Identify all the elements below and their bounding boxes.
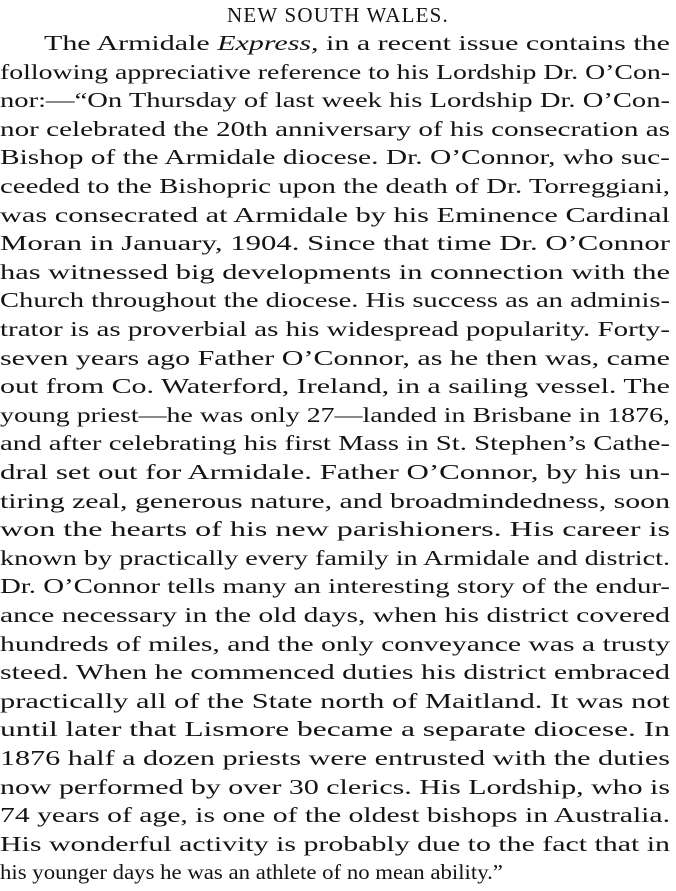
article-line (0, 230, 670, 256)
article-line (0, 316, 670, 342)
article-line (0, 173, 670, 199)
article-line (0, 459, 670, 485)
article-line (0, 631, 670, 657)
text-run: nor:—“On Thursday of last week his Lordship Dr. O’Con- (0, 88, 671, 113)
text-run: following appreciative reference to his Lordship Dr. O’Con- (0, 59, 671, 84)
article-line (0, 659, 670, 685)
article-line (0, 516, 670, 542)
article-line (0, 116, 670, 142)
text-run: Moran in January, 1904. Since that time Dr. O’Connor (0, 231, 671, 256)
article-line (0, 259, 670, 285)
article-line (0, 716, 670, 742)
article-line (0, 402, 670, 428)
article-line (0, 602, 670, 628)
article-line (0, 59, 670, 85)
text-run: Church throughout the diocese. His success as an adminis- (0, 288, 670, 313)
headline: NEW SOUTH WALES. (226, 3, 449, 27)
text-run: in a recent issue contains the (318, 31, 670, 55)
article-line (0, 430, 670, 456)
text-run: trator is as proverbial as his widespread popularity. Forty- (0, 317, 670, 341)
text-run: tiring zeal, generous nature, and broadmindedness, soon (0, 488, 670, 513)
text-run: has witnessed big developments in connection with the (0, 259, 670, 284)
text-run: until later that Lismore became a separate diocese. In (0, 717, 671, 742)
article-line (0, 688, 670, 714)
article-line (0, 774, 670, 800)
text-run: steed. When he commenced duties his district embraced (0, 660, 670, 685)
article-line (0, 345, 670, 371)
article-line (0, 144, 670, 170)
text-run: His wonderful activity is probably due to the fact that in (0, 831, 670, 856)
text-run: Bishop of the Armidale diocese. Dr. O’Connor, who suc- (0, 145, 670, 170)
text-run: seven years ago Father O’Connor, as he then was, came (0, 345, 671, 370)
text-run: 74 years of age, is one of the oldest bishops in Australia. (0, 803, 671, 828)
article-line (0, 802, 670, 828)
article-line (0, 859, 503, 885)
article-line (0, 573, 670, 599)
text-run: now performed by over 30 clerics. His Lordship, who is (0, 774, 670, 799)
article-line (0, 202, 670, 228)
article-line (0, 831, 670, 857)
text-run: 1876 half a dozen priests were entrusted with the duties (0, 746, 670, 770)
article-line (44, 30, 670, 56)
article-line (0, 87, 670, 113)
text-run: dral set out for Armidale. Father O’Connor, by his un- (0, 460, 671, 484)
text-run: known by practically every family in Armidale and district. (0, 545, 671, 570)
article-line (0, 373, 670, 399)
text-run: his younger days he was an athlete of no mean ability.” (0, 860, 503, 885)
publication-name: Express, (217, 31, 319, 55)
text-run: nor celebrated the 20th anniversary of his consecration as (0, 116, 670, 141)
text-run: was consecrated at Armidale by his Eminence Cardinal (0, 202, 671, 227)
text-run: hundreds of miles, and the only conveyance was a trusty (0, 631, 671, 656)
text-run: ceeded to the Bishopric upon the death of Dr. Torreggiani, (0, 174, 671, 198)
text-run: The Armidale (44, 31, 218, 55)
article-line (0, 545, 670, 571)
article-line (0, 745, 670, 771)
text-run: and after celebrating his first Mass in St. Stephen’s Cathe- (0, 431, 670, 456)
text-run: won the hearts of his new parishioners. His career is (0, 517, 671, 542)
text-run: Dr. O’Connor tells many an interesting story of the endur- (0, 574, 670, 599)
article-line (0, 287, 670, 313)
text-run: young priest—he was only 27—landed in Brisbane in 1876, (0, 402, 670, 427)
text-run: out from Co. Waterford, Ireland, in a sailing vessel. The (0, 374, 670, 399)
article-line (0, 488, 670, 514)
text-run: ance necessary in the old days, when his district covered (0, 603, 670, 627)
text-run: practically all of the State north of Maitland. It was not (0, 688, 671, 713)
